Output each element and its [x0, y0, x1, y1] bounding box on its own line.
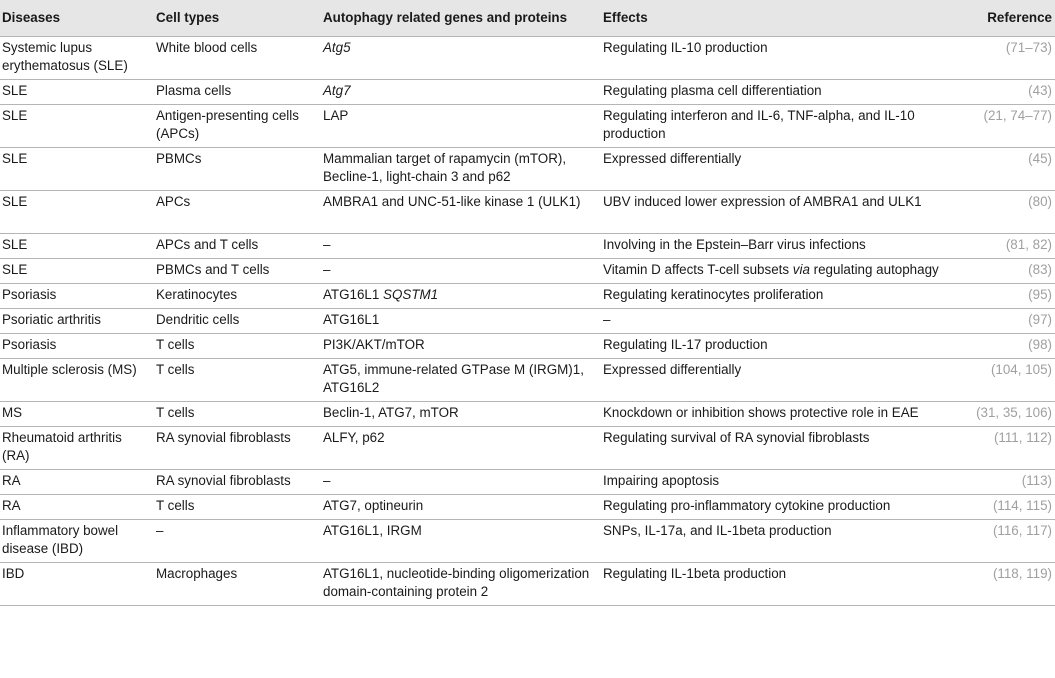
genes-cell: ATG16L1, IRGM — [321, 520, 601, 563]
cell-type-cell: – — [154, 520, 321, 563]
table-row — [0, 309, 1055, 334]
effect-cell: Knockdown or inhibition shows protective role in EAE — [601, 402, 967, 427]
cell-type-cell: T cells — [154, 359, 321, 402]
disease-cell: Inflammatory bowel disease (IBD) — [0, 520, 154, 563]
disease-cell: SLE — [0, 234, 154, 259]
reference-cell: (116, 117) — [967, 520, 1055, 563]
reference-cell: (114, 115) — [967, 495, 1055, 520]
genes-cell: Beclin-1, ATG7, mTOR — [321, 402, 601, 427]
effect-cell: UBV induced lower expression of AMBRA1 and ULK1 — [601, 191, 967, 234]
effect-cell: Regulating IL-10 production — [601, 37, 967, 80]
reference-cell: (21, 74–77) — [967, 105, 1055, 148]
cell-type-cell: Macrophages — [154, 563, 321, 606]
effect-cell: Regulating IL-17 production — [601, 334, 967, 359]
table-row — [0, 148, 1055, 191]
effect-cell: Expressed differentially — [601, 148, 967, 191]
reference-cell: (81, 82) — [967, 234, 1055, 259]
effect-cell: – — [601, 309, 967, 334]
reference-cell: (83) — [967, 259, 1055, 284]
cell-type-cell: APCs — [154, 191, 321, 234]
table-body — [0, 37, 1055, 606]
disease-cell: SLE — [0, 80, 154, 105]
disease-cell: IBD — [0, 563, 154, 606]
table-row — [0, 234, 1055, 259]
effect-cell: Expressed differentially — [601, 359, 967, 402]
genes-cell: AMBRA1 and UNC-51-like kinase 1 (ULK1) — [321, 191, 601, 234]
table-row — [0, 191, 1055, 234]
table-row — [0, 427, 1055, 470]
table-row — [0, 495, 1055, 520]
cell-type-cell: T cells — [154, 495, 321, 520]
reference-cell: (104, 105) — [967, 359, 1055, 402]
table-row — [0, 520, 1055, 563]
header-cell-types: Cell types — [154, 0, 321, 37]
genes-cell: – — [321, 234, 601, 259]
cell-type-cell: APCs and T cells — [154, 234, 321, 259]
genes-cell: PI3K/AKT/mTOR — [321, 334, 601, 359]
effect-cell: SNPs, IL-17a, and IL-1beta production — [601, 520, 967, 563]
effect-cell: Involving in the Epstein–Barr virus infections — [601, 234, 967, 259]
table-row — [0, 359, 1055, 402]
genes-cell: – — [321, 259, 601, 284]
reference-cell: (113) — [967, 470, 1055, 495]
genes-cell: Mammalian target of rapamycin (mTOR), Becline-1, light-chain 3 and p62 — [321, 148, 601, 191]
effect-cell: Regulating plasma cell differentiation — [601, 80, 967, 105]
reference-cell: (80) — [967, 191, 1055, 234]
effect-cell: Regulating interferon and IL-6, TNF-alpha, and IL-10 production — [601, 105, 967, 148]
disease-cell: RA — [0, 470, 154, 495]
genes-cell: ATG7, optineurin — [321, 495, 601, 520]
table-row — [0, 259, 1055, 284]
effect-cell: Regulating keratinocytes proliferation — [601, 284, 967, 309]
genes-cell: Atg5 — [321, 37, 601, 80]
reference-cell: (45) — [967, 148, 1055, 191]
disease-cell: SLE — [0, 259, 154, 284]
genes-cell: Atg7 — [321, 80, 601, 105]
genes-cell: ATG16L1, nucleotide-binding oligomerization domain-containing protein 2 — [321, 563, 601, 606]
table-row — [0, 334, 1055, 359]
reference-cell: (43) — [967, 80, 1055, 105]
disease-cell: SLE — [0, 105, 154, 148]
cell-type-cell: Plasma cells — [154, 80, 321, 105]
disease-cell: Psoriasis — [0, 334, 154, 359]
genes-cell: ATG5, immune-related GTPase M (IRGM)1, ATG16L2 — [321, 359, 601, 402]
reference-cell: (95) — [967, 284, 1055, 309]
genes-cell: – — [321, 470, 601, 495]
cell-type-cell: PBMCs and T cells — [154, 259, 321, 284]
disease-cell: Rheumatoid arthritis (RA) — [0, 427, 154, 470]
table-row — [0, 284, 1055, 309]
genes-cell: ALFY, p62 — [321, 427, 601, 470]
disease-cell: Multiple sclerosis (MS) — [0, 359, 154, 402]
cell-type-cell: RA synovial fibroblasts — [154, 427, 321, 470]
table-row — [0, 470, 1055, 495]
disease-cell: SLE — [0, 191, 154, 234]
header-row — [0, 0, 1055, 37]
header-diseases: Diseases — [0, 0, 154, 37]
cell-type-cell: PBMCs — [154, 148, 321, 191]
effect-cell: Regulating survival of RA synovial fibroblasts — [601, 427, 967, 470]
effect-cell: Regulating pro-inflammatory cytokine production — [601, 495, 967, 520]
disease-cell: SLE — [0, 148, 154, 191]
cell-type-cell: Dendritic cells — [154, 309, 321, 334]
header-reference: Reference — [967, 0, 1055, 37]
table-row — [0, 402, 1055, 427]
reference-cell: (31, 35, 106) — [967, 402, 1055, 427]
header-effects: Effects — [601, 0, 967, 37]
genes-cell: ATG16L1 — [321, 309, 601, 334]
table-row — [0, 80, 1055, 105]
disease-cell: Psoriatic arthritis — [0, 309, 154, 334]
effect-cell: Vitamin D affects T-cell subsets via regulating autophagy — [601, 259, 967, 284]
disease-cell: Systemic lupus erythematosus (SLE) — [0, 37, 154, 80]
disease-cell: RA — [0, 495, 154, 520]
effect-cell: Regulating IL-1beta production — [601, 563, 967, 606]
reference-cell: (71–73) — [967, 37, 1055, 80]
cell-type-cell: T cells — [154, 402, 321, 427]
effect-cell: Impairing apoptosis — [601, 470, 967, 495]
table-row — [0, 563, 1055, 606]
cell-type-cell: Keratinocytes — [154, 284, 321, 309]
table-row — [0, 37, 1055, 80]
genes-cell: LAP — [321, 105, 601, 148]
genes-cell: ATG16L1 SQSTM1 — [321, 284, 601, 309]
table-row — [0, 105, 1055, 148]
cell-type-cell: White blood cells — [154, 37, 321, 80]
reference-cell: (118, 119) — [967, 563, 1055, 606]
reference-cell: (98) — [967, 334, 1055, 359]
cell-type-cell: RA synovial fibroblasts — [154, 470, 321, 495]
disease-cell: MS — [0, 402, 154, 427]
reference-cell: (111, 112) — [967, 427, 1055, 470]
disease-cell: Psoriasis — [0, 284, 154, 309]
header-genes: Autophagy related genes and proteins — [321, 0, 601, 37]
reference-cell: (97) — [967, 309, 1055, 334]
cell-type-cell: Antigen-presenting cells (APCs) — [154, 105, 321, 148]
cell-type-cell: T cells — [154, 334, 321, 359]
